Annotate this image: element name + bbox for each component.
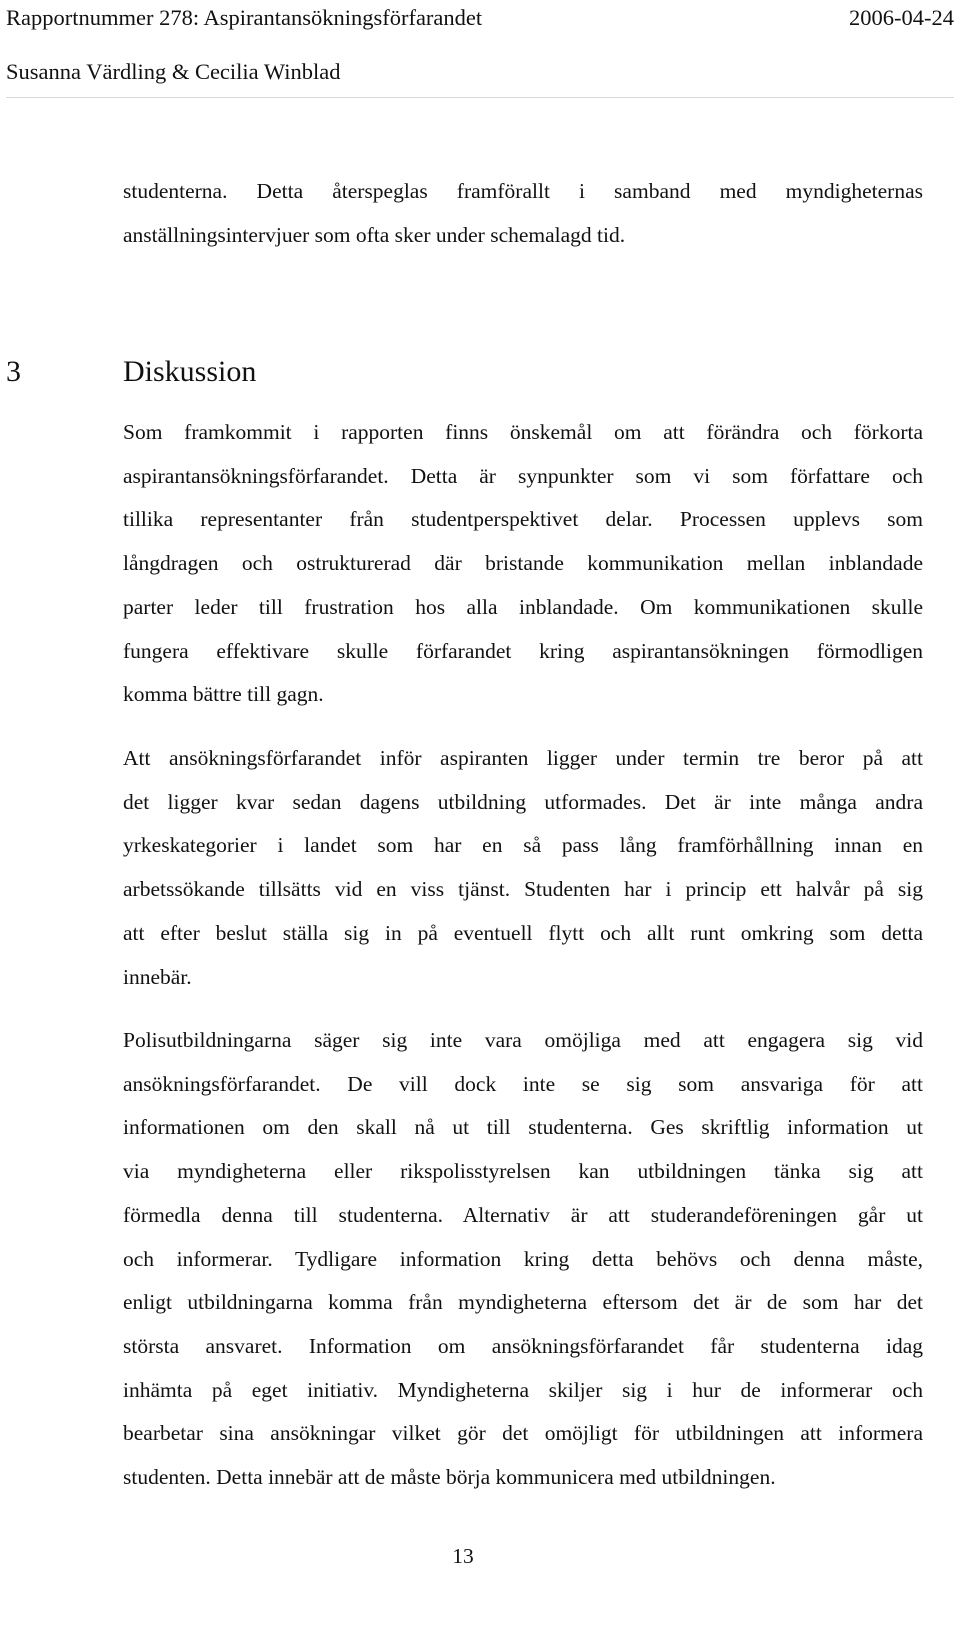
text-line: inhämta på eget initiativ. Myndigheterna skiljer sig i hur de informerar och: [123, 1377, 923, 1402]
text-line: enligt utbildningarna komma från myndigheterna eftersom det är de som har det: [123, 1290, 923, 1315]
text-line: innebär.: [123, 964, 192, 989]
text-line: Polisutbildningarna säger sig inte vara omöjliga med att engagera sig vid: [123, 1028, 923, 1052]
text-line: och informerar. Tydligare information kring detta behövs och denna måste,: [123, 1246, 923, 1271]
text-line: via myndigheterna eller rikspolisstyrelsen kan utbildningen tänka sig att: [123, 1159, 923, 1184]
text-line: informationen om den skall nå ut till studenterna. Ges skriftlig information ut: [123, 1115, 923, 1140]
text-line: långdragen och ostrukturerad där bristande kommunikation mellan inblandade: [123, 551, 923, 576]
text-line: anställningsintervjuer som ofta sker under schemalagd tid.: [123, 222, 626, 247]
text-line: förmedla denna till studenterna. Alternativ är att studerandeföreningen går ut: [123, 1202, 923, 1227]
section-number: 3: [6, 355, 21, 388]
paragraph-2: [123, 737, 923, 999]
section-heading: [6, 352, 256, 392]
section-title: Diskussion: [123, 355, 257, 388]
text-line: komma bättre till gagn.: [123, 682, 324, 707]
text-line: bearbetar sina ansökningar vilket gör det omöjligt för utbildningen att informera: [123, 1421, 923, 1446]
text-line: arbetssökande tillsätts vid en viss tjänst. Studenten har i princip ett halvår på sig: [123, 877, 923, 902]
text-line: Att ansökningsförfarandet inför aspiranten ligger under termin tre beror på att: [123, 746, 923, 770]
text-line: studenten. Detta innebär att de måste börja kommunicera med utbildningen.: [123, 1465, 776, 1490]
page-header: [6, 4, 954, 32]
text-line: parter leder till frustration hos alla inblandade. Om kommunikationen skulle: [123, 594, 923, 619]
text-line: yrkeskategorier i landet som har en så pass lång framförhållning innan en: [123, 833, 923, 858]
intro-paragraph: [123, 170, 923, 257]
report-title: Rapportnummer 278: Aspirantansökningsförfarandet: [6, 5, 483, 30]
text-line: största ansvaret. Information om ansökningsförfarandet får studenterna idag: [123, 1333, 923, 1358]
text-line: Som framkommit i rapporten finns önskemål om att förändra och förkorta: [123, 420, 923, 444]
text-line: det ligger kvar sedan dagens utbildning utformades. Det är inte många andra: [123, 789, 923, 814]
text-line: ansökningsförfarandet. De vill dock inte se sig som ansvariga för att: [123, 1071, 923, 1096]
report-date: 2006-04-24: [849, 5, 954, 30]
page-number: 13: [452, 1544, 474, 1568]
paragraph-3: [123, 1019, 923, 1500]
report-authors: Susanna Värdling & Cecilia Winblad: [6, 59, 341, 84]
paragraph-1: [123, 411, 923, 717]
text-line: tillika representanter från studentperspektivet delar. Processen upplevs som: [123, 507, 923, 532]
header-divider: [6, 97, 954, 98]
text-line: att efter beslut ställa sig in på eventuell flytt och allt runt omkring som detta: [123, 920, 923, 945]
text-line: studenterna. Detta återspeglas framförallt i samband med myndigheternas: [123, 179, 923, 203]
text-line: aspirantansökningsförfarandet. Detta är synpunkter som vi som författare och: [123, 463, 923, 488]
text-line: fungera effektivare skulle förfarandet kring aspirantansökningen förmodligen: [123, 638, 923, 663]
